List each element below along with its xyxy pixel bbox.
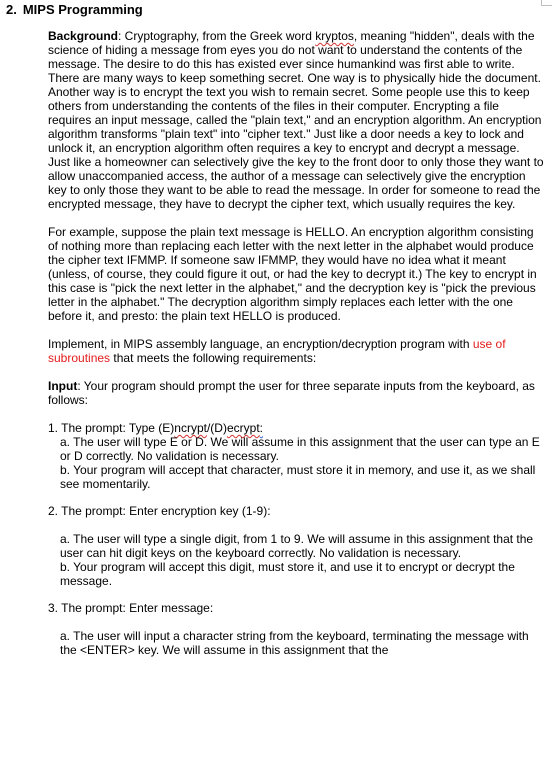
prompt-2-sub-a: a. The user will type a single digit, from 1 to 9. We will assume in this assignment that the user can hit digit keys on the keyboard correctly. No validation is necessary. [60,532,534,560]
prompt-1-title-end: : [259,421,263,435]
implement-text-2: that meets the following requirements: [110,351,317,365]
input-label: Input [48,379,78,393]
prompt-1-title-mid: /(D) [206,421,227,435]
background-text-2: , meaning "hidden", deals with the science of hiding a message from eyes you do not want to understand the contents of the message. The desire to do this has existed ever since humankind was first able to write. There are many ways to keep something secret. One way is to physically hide the document. Another way is to encrypt the text you wish to remain secret. Some people use this to keep others from understanding the contents of the files in their computer. Encrypting a file requires an input message, called the "plain text," and an encryption algorithm. An encryption algorithm transforms "plain text" into "cipher text." Just like a door needs a key to lock and unlock it, an encryption algorithm often requires a key to encrypt and decrypt a message. Just like a homeowner can selectively give the key to the front door to only those they want to allow unaccompanied access, the author of a message can selectively give the encryption key to only those they want to be able to read the message. In order for someone to read the encrypted message, they have to decrypt the cipher text, which usually requires the key. [48,29,544,211]
prompt-1-title [48,421,544,435]
prompt-2-title: 2. The prompt: Enter encryption key (1-9): [48,504,271,518]
background-paragraph [48,29,544,211]
prompt-3-sub-a: a. The user will input a character string from the keyboard, terminating the message with the <ENTER> key. We will assume in this assignment that the [60,629,529,657]
prompt-1-title-start: 1. The prompt: Type (E) [48,421,175,435]
kryptos-word: kryptos [315,29,354,43]
prompt-1-sub-a: a. The user will type E or D. We will assume in this assignment that the user can type an E or D correctly. No validation is necessary. [60,435,540,463]
ncrypt-word: ncrypt [174,421,207,435]
input-text: : Your program should prompt the user for three separate inputs from the keyboard, as follows: [48,379,535,407]
page-corner-mark [541,0,552,6]
section-title: MIPS Programming [22,2,143,17]
subroutines-highlight: use of subroutines [48,337,506,365]
input-paragraph [48,379,544,407]
prompt-3-title: 3. The prompt: Enter message: [48,601,214,615]
prompt-2-sub-b: b. Your program will accept this digit, must store it, and use it to encrypt or decrypt the message. [60,560,515,588]
background-text-1: : Cryptography, from the Greek word [118,29,316,43]
background-label: Background [48,29,119,43]
section-heading [6,2,143,17]
prompt-1-item [48,421,544,491]
prompt-3-item [48,601,544,657]
example-paragraph: For example, suppose the plain text message is HELLO. An encryption algorithm consisting of nothing more than replacing each letter with the next letter in the alphabet would produce the cipher text IFMMP. If someone saw IFMMP, they would have no idea what it meant (unless, of course, they could figure it out, or had the key to decrypt it.) The key to encrypt in this case is "pick the next letter in the alphabet," and the decryption key is "pick the previous letter in the alphabet." The decryption algorithm simply replaces each letter with the one before it, and presto: the plain text HELLO is produced. [48,225,537,323]
implement-paragraph [48,337,544,365]
prompt-2-item [48,504,544,588]
implement-text-1: Implement, in MIPS assembly language, an encryption/decryption program with [48,337,473,351]
prompt-2-gap [48,518,544,532]
prompt-3-gap [48,615,544,629]
document-body [48,29,544,670]
ecrypt-word: ecrypt [226,421,260,435]
section-number: 2. [6,2,17,17]
prompt-1-sub-b: b. Your program will accept that character, must store it in memory, and use it, as we shall see momentarily. [60,463,536,491]
